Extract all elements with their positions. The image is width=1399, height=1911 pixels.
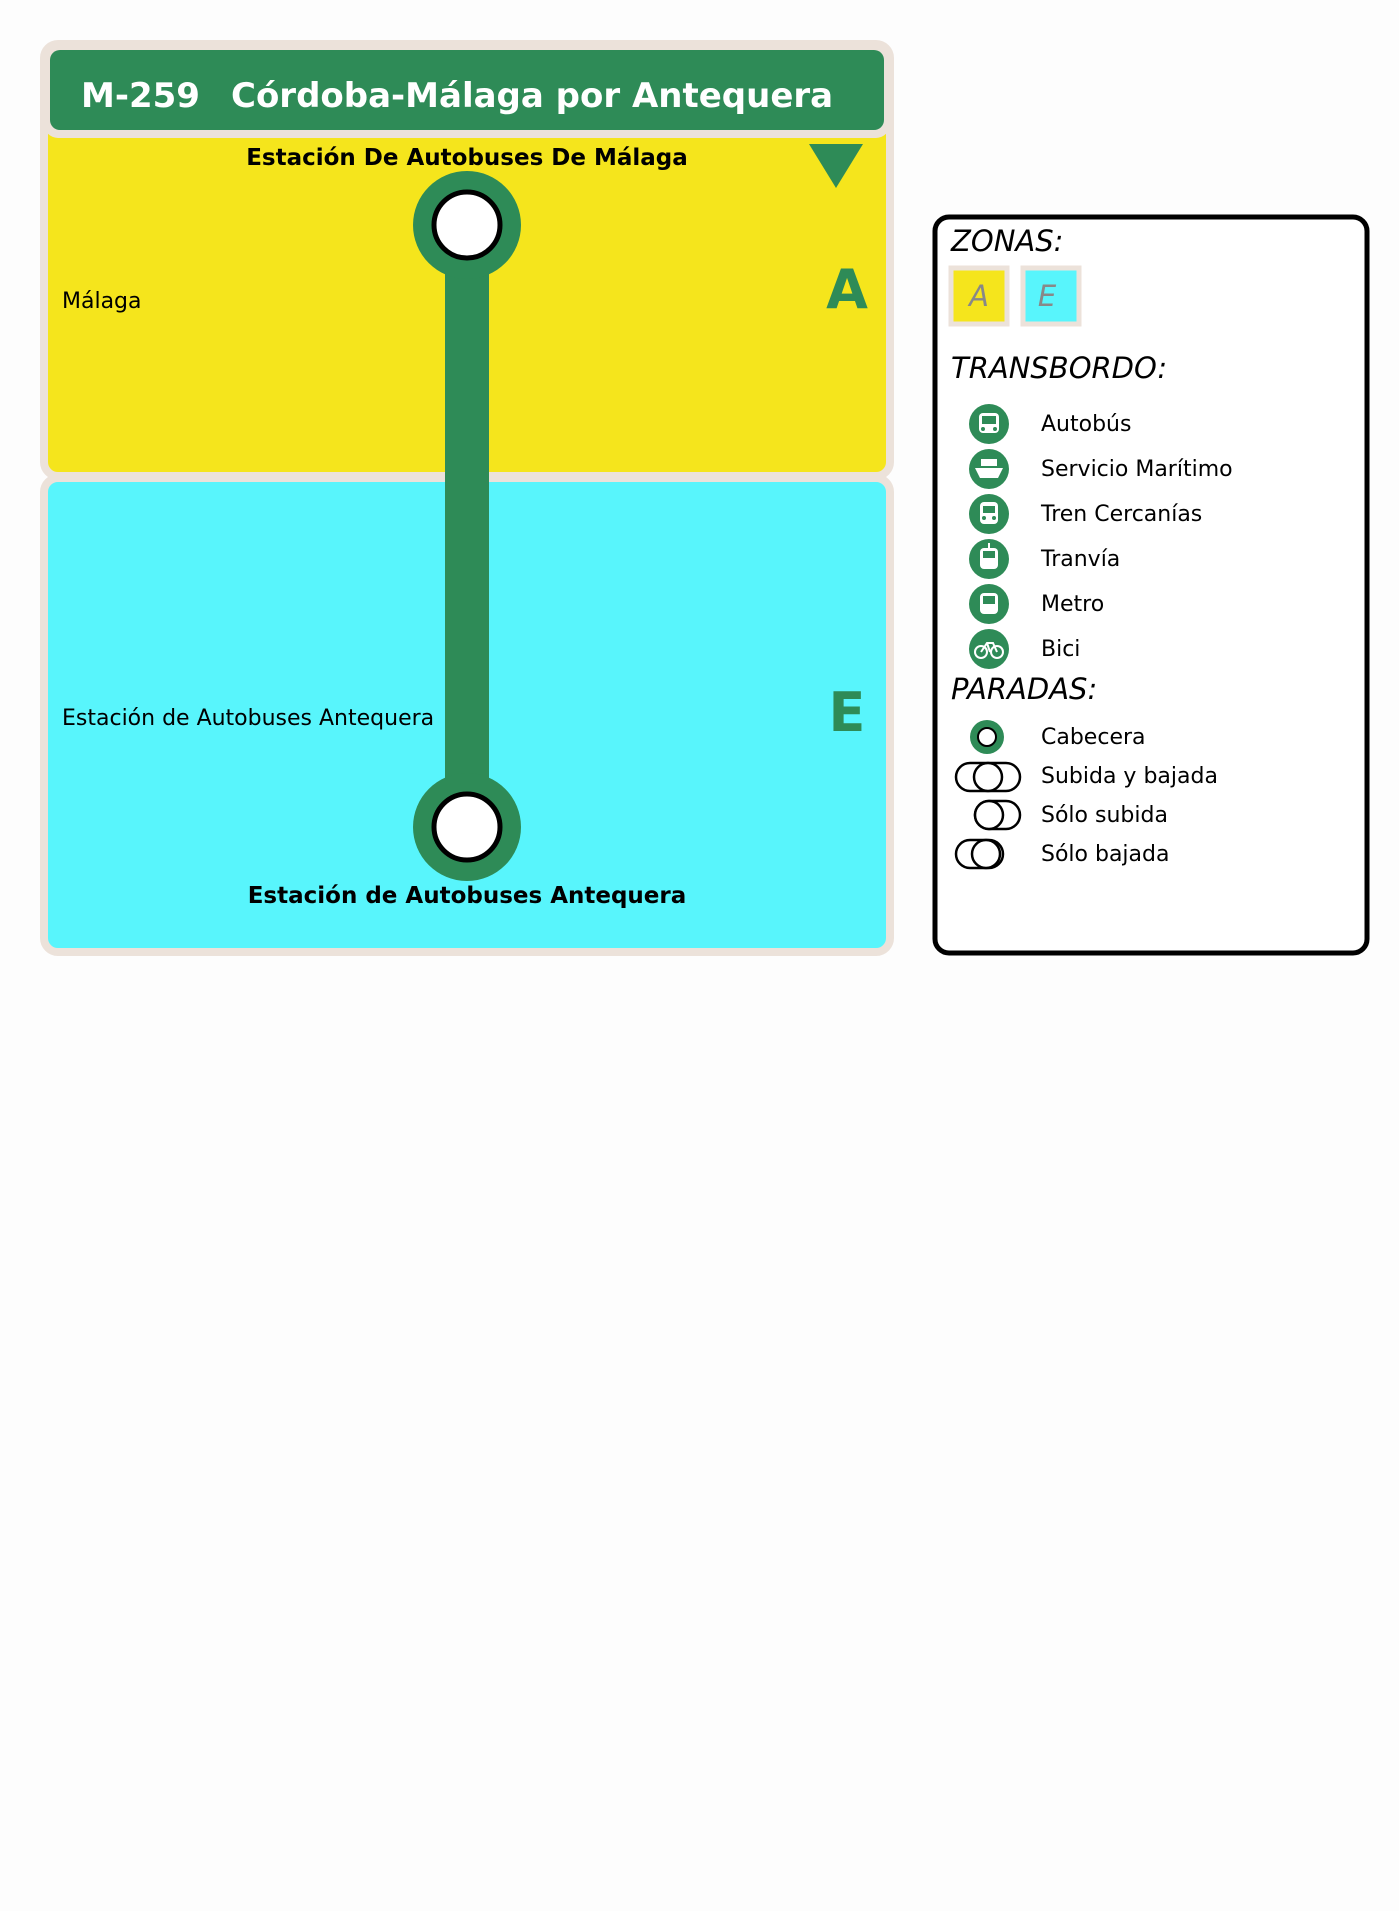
bus-icon <box>969 404 1009 444</box>
line-name: Córdoba-Málaga por Antequera <box>231 76 834 116</box>
subida-bajada-symbol-icon <box>956 763 1020 791</box>
tram-icon <box>969 539 1009 579</box>
zone-e-letter: E <box>828 681 866 744</box>
cabecera-symbol-icon <box>970 720 1004 754</box>
municipality-antequera: Estación de Autobuses Antequera <box>62 706 435 731</box>
stop-marker-inner <box>434 794 500 860</box>
legend-parada-label: Cabecera <box>1041 725 1146 750</box>
line-code: M-259 <box>81 76 200 116</box>
bicycle-icon <box>969 629 1009 669</box>
legend-transbordo-label: Tranvía <box>1041 547 1121 572</box>
legend-zonas-title: ZONAS: <box>951 224 1064 258</box>
stop-label-antequera: Estación de Autobuses Antequera <box>247 883 687 909</box>
legend-transbordo-label: Metro <box>1041 592 1105 617</box>
metro-icon <box>969 584 1009 624</box>
train-icon <box>969 494 1009 534</box>
legend-transbordo-title: TRANSBORDO: <box>951 351 1168 385</box>
legend-transbordo-label: Autobús <box>1041 412 1132 437</box>
stop-label-malaga: Estación De Autobuses De Málaga <box>246 145 688 171</box>
legend-parada-label: Subida y bajada <box>1041 764 1218 789</box>
legend-parada-label: Sólo bajada <box>1041 842 1170 867</box>
legend-paradas-title: PARADAS: <box>951 672 1098 706</box>
legend-transbordo-label: Tren Cercanías <box>1041 502 1203 527</box>
legend-transbordo-label: Servicio Marítimo <box>1041 457 1233 482</box>
legend-transbordo-label: Bici <box>1041 637 1081 662</box>
stop-antequera[interactable] <box>413 773 521 881</box>
ship-icon <box>969 449 1009 489</box>
stop-malaga[interactable] <box>413 171 521 279</box>
municipality-malaga: Málaga <box>62 289 142 314</box>
legend-zone-e-letter: E <box>1037 279 1057 313</box>
zone-a-letter: A <box>826 258 868 321</box>
stop-marker-inner <box>434 192 500 258</box>
solo-bajada-symbol-icon <box>956 840 1003 868</box>
legend-zone-a-letter: A <box>969 279 989 313</box>
solo-subida-symbol-icon <box>975 801 1020 829</box>
legend-parada-label: Sólo subida <box>1041 803 1168 828</box>
